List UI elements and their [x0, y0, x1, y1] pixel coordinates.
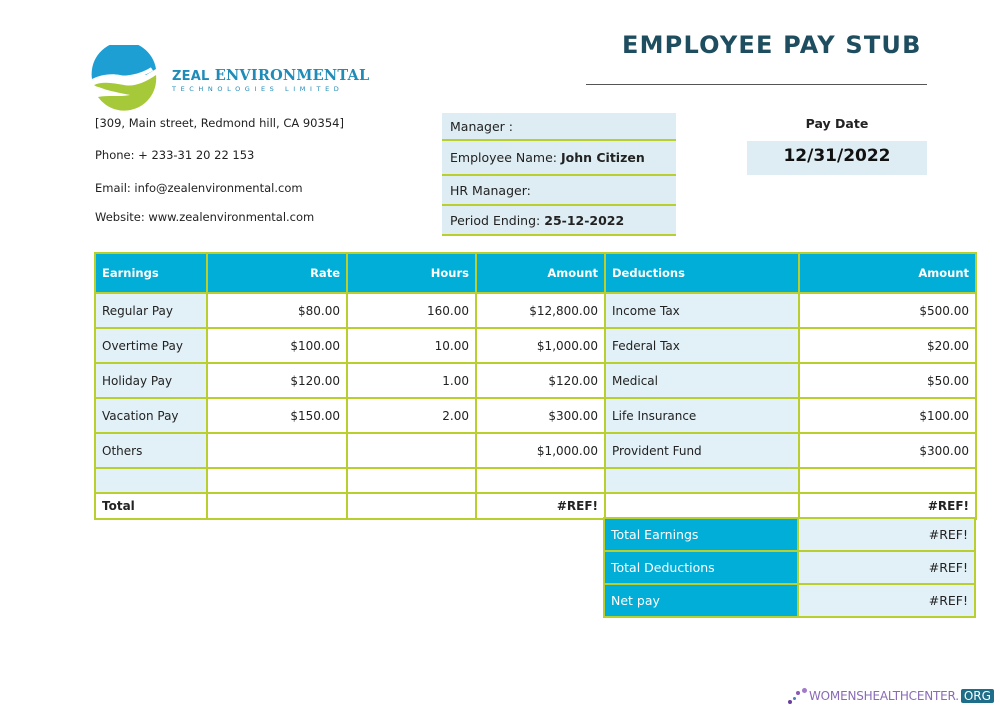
summary-label: Total Deductions — [604, 551, 798, 584]
table-row — [95, 433, 976, 468]
summary-label: Net pay — [604, 584, 798, 617]
hours-cell[interactable] — [347, 468, 476, 493]
earning-label[interactable]: Vacation Pay — [95, 398, 207, 433]
employee-name-field[interactable] — [442, 141, 676, 176]
rate-cell[interactable] — [207, 468, 347, 493]
company-email: Email: info@zealenvironmental.com — [95, 181, 303, 195]
employee-name-value: John Citizen — [560, 150, 645, 165]
table-total-row — [95, 493, 976, 519]
earning-label[interactable] — [95, 468, 207, 493]
rate-cell[interactable]: $120.00 — [207, 363, 347, 398]
total-deductions-amount[interactable]: #REF! — [799, 493, 976, 519]
rate-cell[interactable] — [207, 433, 347, 468]
header-amount: Amount — [476, 253, 605, 293]
company-name-suffix: ENVIRONMENTAL — [214, 67, 370, 84]
period-ending-label: Period Ending: — [450, 212, 541, 228]
hours-cell[interactable]: 10.00 — [347, 328, 476, 363]
amount-cell[interactable]: $1,000.00 — [476, 433, 605, 468]
company-name-prefix: ZEAL — [172, 69, 210, 84]
deduction-amount-cell[interactable] — [799, 468, 976, 493]
deduction-label[interactable]: Life Insurance — [605, 398, 799, 433]
watermark-text: WOMENSHEALTHCENTER. — [809, 689, 959, 703]
amount-cell[interactable]: $1,000.00 — [476, 328, 605, 363]
pay-date-value[interactable]: 12/31/2022 — [747, 141, 927, 175]
header-earnings: Earnings — [95, 253, 207, 293]
table-row — [95, 293, 976, 328]
rate-cell[interactable]: $150.00 — [207, 398, 347, 433]
company-contact — [95, 116, 344, 242]
amount-cell[interactable]: $120.00 — [476, 363, 605, 398]
manager-label: Manager : — [450, 118, 513, 134]
table-row — [95, 363, 976, 398]
dots-icon — [787, 686, 809, 706]
summary-value[interactable]: #REF! — [798, 551, 975, 584]
hours-cell[interactable]: 1.00 — [347, 363, 476, 398]
deduction-amount-cell[interactable]: $20.00 — [799, 328, 976, 363]
earning-label[interactable]: Holiday Pay — [95, 363, 207, 398]
company-address: [309, Main street, Redmond hill, CA 90354] — [95, 116, 344, 130]
table-header-row — [95, 253, 976, 293]
hours-cell[interactable]: 2.00 — [347, 398, 476, 433]
hours-cell[interactable] — [347, 433, 476, 468]
total-deduction-label-cell — [605, 493, 799, 519]
page-title: EMPLOYEE PAY STUB — [622, 31, 922, 59]
hr-manager-label: HR Manager: — [450, 182, 531, 198]
rate-cell[interactable]: $100.00 — [207, 328, 347, 363]
rate-cell[interactable]: $80.00 — [207, 293, 347, 328]
summary-value[interactable]: #REF! — [798, 584, 975, 617]
table-row — [95, 398, 976, 433]
title-divider — [586, 84, 927, 85]
header-deductions: Deductions — [605, 253, 799, 293]
deduction-label[interactable]: Medical — [605, 363, 799, 398]
deduction-label[interactable]: Provident Fund — [605, 433, 799, 468]
amount-cell[interactable]: $12,800.00 — [476, 293, 605, 328]
deduction-amount-cell[interactable]: $50.00 — [799, 363, 976, 398]
employee-name-label: Employee Name: — [450, 150, 557, 165]
earning-label[interactable]: Overtime Pay — [95, 328, 207, 363]
header-hours: Hours — [347, 253, 476, 293]
period-ending-field[interactable] — [442, 206, 676, 236]
summary-row — [604, 584, 975, 617]
pay-table — [94, 252, 977, 520]
amount-cell[interactable] — [476, 468, 605, 493]
bird-logo-icon — [90, 45, 158, 111]
table-row-blank — [95, 468, 976, 493]
company-subtitle: TECHNOLOGIES LIMITED — [172, 85, 344, 93]
pay-date-label: Pay Date — [805, 116, 869, 131]
table-row — [95, 328, 976, 363]
summary-row — [604, 518, 975, 551]
summary-row — [604, 551, 975, 584]
period-ending-value: 25-12-2022 — [544, 212, 625, 228]
hr-manager-field[interactable] — [442, 176, 676, 206]
total-earnings-amount[interactable]: #REF! — [476, 493, 605, 519]
deduction-amount-cell[interactable]: $500.00 — [799, 293, 976, 328]
watermark — [787, 686, 994, 706]
deduction-amount-cell[interactable]: $100.00 — [799, 398, 976, 433]
earning-label[interactable]: Others — [95, 433, 207, 468]
summary-table — [603, 517, 976, 618]
company-phone: Phone: + 233-31 20 22 153 — [95, 148, 255, 162]
manager-field[interactable] — [442, 113, 676, 141]
total-hours-cell — [347, 493, 476, 519]
deduction-label[interactable]: Income Tax — [605, 293, 799, 328]
hours-cell[interactable]: 160.00 — [347, 293, 476, 328]
header-deduction-amount: Amount — [799, 253, 976, 293]
company-name — [172, 67, 369, 84]
total-rate-cell — [207, 493, 347, 519]
deduction-amount-cell[interactable]: $300.00 — [799, 433, 976, 468]
earning-label[interactable]: Regular Pay — [95, 293, 207, 328]
company-website: Website: www.zealenvironmental.com — [95, 210, 315, 224]
deduction-label[interactable]: Federal Tax — [605, 328, 799, 363]
deduction-label[interactable] — [605, 468, 799, 493]
employee-info — [442, 113, 676, 236]
summary-label: Total Earnings — [604, 518, 798, 551]
total-label: Total — [95, 493, 207, 519]
summary-value[interactable]: #REF! — [798, 518, 975, 551]
company-logo — [90, 45, 370, 111]
watermark-badge: ORG — [961, 689, 994, 703]
header-rate: Rate — [207, 253, 347, 293]
amount-cell[interactable]: $300.00 — [476, 398, 605, 433]
